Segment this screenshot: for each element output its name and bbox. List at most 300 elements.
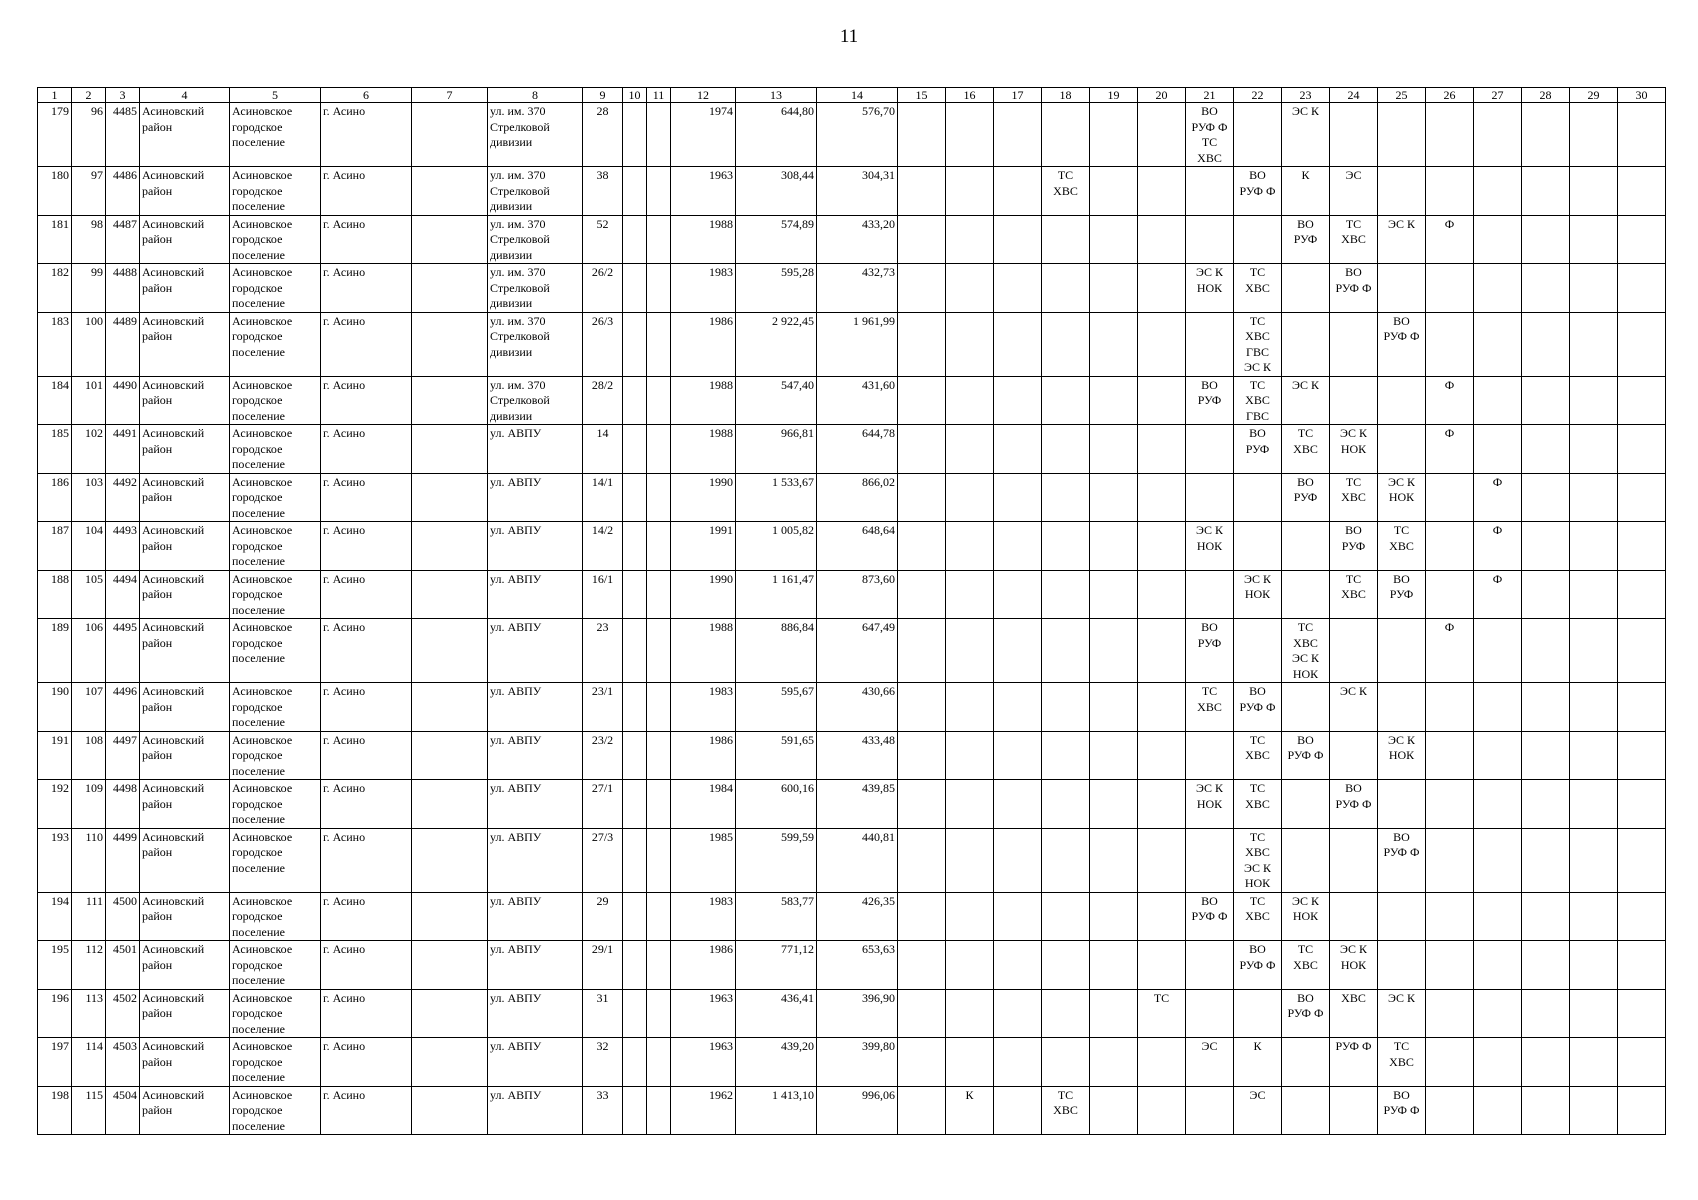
living-area-cell: 433,20 xyxy=(817,215,898,264)
empty-cell xyxy=(1090,376,1138,425)
empty-cell xyxy=(1426,473,1474,522)
house-number-cell: 33 xyxy=(583,1086,623,1135)
empty-cell xyxy=(946,828,994,892)
empty-cell xyxy=(1042,989,1090,1038)
empty-cell xyxy=(1138,425,1186,474)
district-cell: Асиновский район xyxy=(140,570,230,619)
living-area-cell: 431,60 xyxy=(817,376,898,425)
living-area-cell: 644,78 xyxy=(817,425,898,474)
empty-cell xyxy=(1570,570,1618,619)
work-cell-23: ТС ХВС xyxy=(1282,425,1330,474)
empty-cell xyxy=(647,780,671,829)
empty-cell xyxy=(898,731,946,780)
empty-cell xyxy=(1522,1086,1570,1135)
total-area-cell: 600,16 xyxy=(736,780,817,829)
row-index: 180 xyxy=(38,167,72,216)
settlement-cell: Асиновское городское поселение xyxy=(230,312,321,376)
empty-cell xyxy=(623,1038,647,1087)
column-number: 29 xyxy=(1570,88,1618,103)
empty-cell xyxy=(1282,312,1330,376)
street-cell: ул. им. 370 Стрелковой дивизии xyxy=(488,376,583,425)
empty-cell xyxy=(1138,780,1186,829)
column-number: 4 xyxy=(140,88,230,103)
empty-cell xyxy=(1282,780,1330,829)
table-row xyxy=(38,941,1666,990)
empty-cell xyxy=(1474,828,1522,892)
empty-cell xyxy=(412,683,488,732)
empty-cell xyxy=(946,167,994,216)
empty-cell xyxy=(1378,264,1426,313)
empty-cell xyxy=(623,215,647,264)
locality-cell: г. Асино xyxy=(321,780,412,829)
empty-cell xyxy=(1570,425,1618,474)
work-cell-22: ТС ХВС xyxy=(1234,264,1282,313)
house-number-cell: 14/1 xyxy=(583,473,623,522)
work-cell-22: ВО РУФ Ф xyxy=(1234,683,1282,732)
living-area-cell: 440,81 xyxy=(817,828,898,892)
settlement-cell: Асиновское городское поселение xyxy=(230,1038,321,1087)
column-number: 23 xyxy=(1282,88,1330,103)
empty-cell xyxy=(1138,941,1186,990)
empty-cell xyxy=(1426,264,1474,313)
work-cell-22: ЭС xyxy=(1234,1086,1282,1135)
column-number: 25 xyxy=(1378,88,1426,103)
empty-cell xyxy=(1522,425,1570,474)
empty-cell xyxy=(898,473,946,522)
empty-cell xyxy=(1618,892,1666,941)
street-cell: ул. им. 370 Стрелковой дивизии xyxy=(488,312,583,376)
house-id: 4486 xyxy=(106,167,140,216)
locality-cell: г. Асино xyxy=(321,828,412,892)
empty-cell xyxy=(994,892,1042,941)
work-cell-16: К xyxy=(946,1086,994,1135)
empty-cell xyxy=(1186,941,1234,990)
work-cell-27: Ф xyxy=(1474,570,1522,619)
empty-cell xyxy=(1522,683,1570,732)
work-cell-24: ЭС К НОК xyxy=(1330,425,1378,474)
work-cell-21: ВО РУФ Ф xyxy=(1186,892,1234,941)
district-cell: Асиновский район xyxy=(140,103,230,167)
settlement-cell: Асиновское городское поселение xyxy=(230,473,321,522)
empty-cell xyxy=(1138,376,1186,425)
district-cell: Асиновский район xyxy=(140,425,230,474)
total-area-cell: 1 161,47 xyxy=(736,570,817,619)
row-subindex: 113 xyxy=(72,989,106,1038)
work-cell-25: ЭС К НОК xyxy=(1378,473,1426,522)
empty-cell xyxy=(1618,215,1666,264)
house-id: 4501 xyxy=(106,941,140,990)
empty-cell xyxy=(1090,780,1138,829)
settlement-cell: Асиновское городское поселение xyxy=(230,892,321,941)
column-number: 3 xyxy=(106,88,140,103)
locality-cell: г. Асино xyxy=(321,683,412,732)
house-number-cell: 29 xyxy=(583,892,623,941)
house-id: 4496 xyxy=(106,683,140,732)
locality-cell: г. Асино xyxy=(321,989,412,1038)
table-row xyxy=(38,780,1666,829)
street-cell: ул. АВПУ xyxy=(488,570,583,619)
work-cell-20: ТС xyxy=(1138,989,1186,1038)
table-row xyxy=(38,264,1666,313)
table-row xyxy=(38,103,1666,167)
row-subindex: 115 xyxy=(72,1086,106,1135)
empty-cell xyxy=(1186,425,1234,474)
empty-cell xyxy=(994,731,1042,780)
work-cell-24: ЭС xyxy=(1330,167,1378,216)
house-id: 4490 xyxy=(106,376,140,425)
empty-cell xyxy=(1138,570,1186,619)
year-cell: 1988 xyxy=(671,376,736,425)
empty-cell xyxy=(647,473,671,522)
year-cell: 1963 xyxy=(671,1038,736,1087)
living-area-cell: 399,80 xyxy=(817,1038,898,1087)
row-index: 184 xyxy=(38,376,72,425)
empty-cell xyxy=(647,683,671,732)
house-id: 4493 xyxy=(106,522,140,571)
year-cell: 1986 xyxy=(671,941,736,990)
empty-cell xyxy=(1378,683,1426,732)
empty-cell xyxy=(1282,570,1330,619)
work-cell-24: ТС ХВС xyxy=(1330,570,1378,619)
empty-cell xyxy=(1090,522,1138,571)
empty-cell xyxy=(994,167,1042,216)
column-number: 20 xyxy=(1138,88,1186,103)
column-number: 11 xyxy=(647,88,671,103)
row-subindex: 99 xyxy=(72,264,106,313)
house-id: 4498 xyxy=(106,780,140,829)
empty-cell xyxy=(1330,376,1378,425)
house-id: 4485 xyxy=(106,103,140,167)
empty-cell xyxy=(412,731,488,780)
total-area-cell: 591,65 xyxy=(736,731,817,780)
empty-cell xyxy=(1522,1038,1570,1087)
street-cell: ул. АВПУ xyxy=(488,473,583,522)
work-cell-24: ТС ХВС xyxy=(1330,215,1378,264)
empty-cell xyxy=(1378,619,1426,683)
empty-cell xyxy=(1618,780,1666,829)
empty-cell xyxy=(994,683,1042,732)
empty-cell xyxy=(1378,425,1426,474)
empty-cell xyxy=(1570,167,1618,216)
empty-cell xyxy=(1330,1086,1378,1135)
empty-cell xyxy=(412,828,488,892)
empty-cell xyxy=(1090,167,1138,216)
house-id: 4502 xyxy=(106,989,140,1038)
empty-cell xyxy=(994,215,1042,264)
empty-cell xyxy=(946,522,994,571)
row-subindex: 105 xyxy=(72,570,106,619)
table-row xyxy=(38,892,1666,941)
year-cell: 1983 xyxy=(671,683,736,732)
work-cell-25: ТС ХВС xyxy=(1378,522,1426,571)
empty-cell xyxy=(647,103,671,167)
empty-cell xyxy=(647,619,671,683)
work-cell-23: ЭС К xyxy=(1282,103,1330,167)
district-cell: Асиновский район xyxy=(140,376,230,425)
column-number: 22 xyxy=(1234,88,1282,103)
table-row xyxy=(38,828,1666,892)
empty-cell xyxy=(623,376,647,425)
empty-cell xyxy=(1282,264,1330,313)
empty-cell xyxy=(1042,312,1090,376)
empty-cell xyxy=(1570,1038,1618,1087)
empty-cell xyxy=(1426,892,1474,941)
empty-cell xyxy=(1570,376,1618,425)
empty-cell xyxy=(1570,1086,1618,1135)
empty-cell xyxy=(898,264,946,313)
empty-cell xyxy=(1570,892,1618,941)
empty-cell xyxy=(1330,828,1378,892)
locality-cell: г. Асино xyxy=(321,376,412,425)
work-cell-22: ТС ХВС ГВС ЭС К xyxy=(1234,312,1282,376)
column-number: 10 xyxy=(623,88,647,103)
empty-cell xyxy=(623,892,647,941)
work-cell-25: ЭС К НОК xyxy=(1378,731,1426,780)
row-index: 185 xyxy=(38,425,72,474)
empty-cell xyxy=(946,731,994,780)
row-subindex: 98 xyxy=(72,215,106,264)
empty-cell xyxy=(994,941,1042,990)
house-number-cell: 26/3 xyxy=(583,312,623,376)
empty-cell xyxy=(412,473,488,522)
empty-cell xyxy=(412,312,488,376)
house-number-cell: 27/3 xyxy=(583,828,623,892)
district-cell: Асиновский район xyxy=(140,619,230,683)
empty-cell xyxy=(1570,683,1618,732)
district-cell: Асиновский район xyxy=(140,892,230,941)
settlement-cell: Асиновское городское поселение xyxy=(230,215,321,264)
empty-cell xyxy=(1522,167,1570,216)
empty-cell xyxy=(412,780,488,829)
district-cell: Асиновский район xyxy=(140,1086,230,1135)
work-cell-26: Ф xyxy=(1426,376,1474,425)
housing-register-table xyxy=(37,87,1666,1135)
total-area-cell: 1 533,67 xyxy=(736,473,817,522)
street-cell: ул. АВПУ xyxy=(488,683,583,732)
house-id: 4497 xyxy=(106,731,140,780)
work-cell-21: ЭС К НОК xyxy=(1186,522,1234,571)
house-id: 4499 xyxy=(106,828,140,892)
row-index: 187 xyxy=(38,522,72,571)
empty-cell xyxy=(994,103,1042,167)
empty-cell xyxy=(946,312,994,376)
house-number-cell: 23/1 xyxy=(583,683,623,732)
empty-cell xyxy=(1138,1038,1186,1087)
empty-cell xyxy=(898,1038,946,1087)
row-index: 179 xyxy=(38,103,72,167)
work-cell-22: ТС ХВС xyxy=(1234,780,1282,829)
row-subindex: 104 xyxy=(72,522,106,571)
empty-cell xyxy=(1522,941,1570,990)
work-cell-24: ЭС К xyxy=(1330,683,1378,732)
total-area-cell: 308,44 xyxy=(736,167,817,216)
empty-cell xyxy=(1090,264,1138,313)
empty-cell xyxy=(1570,522,1618,571)
empty-cell xyxy=(946,1038,994,1087)
empty-cell xyxy=(1570,312,1618,376)
empty-cell xyxy=(1522,619,1570,683)
empty-cell xyxy=(1090,215,1138,264)
empty-cell xyxy=(1042,473,1090,522)
empty-cell xyxy=(623,731,647,780)
empty-cell xyxy=(994,989,1042,1038)
empty-cell xyxy=(1618,522,1666,571)
year-cell: 1963 xyxy=(671,989,736,1038)
row-index: 181 xyxy=(38,215,72,264)
work-cell-21: ЭС К НОК xyxy=(1186,264,1234,313)
work-cell-24: ЭС К НОК xyxy=(1330,941,1378,990)
work-cell-22: ВО РУФ Ф xyxy=(1234,167,1282,216)
work-cell-23: К xyxy=(1282,167,1330,216)
row-subindex: 111 xyxy=(72,892,106,941)
empty-cell xyxy=(623,780,647,829)
row-index: 183 xyxy=(38,312,72,376)
empty-cell xyxy=(647,215,671,264)
table-row xyxy=(38,473,1666,522)
table-row xyxy=(38,619,1666,683)
street-cell: ул. АВПУ xyxy=(488,522,583,571)
work-cell-25: ТС ХВС xyxy=(1378,1038,1426,1087)
row-subindex: 100 xyxy=(72,312,106,376)
empty-cell xyxy=(1522,522,1570,571)
empty-cell xyxy=(1042,376,1090,425)
empty-cell xyxy=(1426,731,1474,780)
house-id: 4494 xyxy=(106,570,140,619)
empty-cell xyxy=(1474,425,1522,474)
work-cell-25: ВО РУФ xyxy=(1378,570,1426,619)
empty-cell xyxy=(623,312,647,376)
row-subindex: 96 xyxy=(72,103,106,167)
empty-cell xyxy=(994,376,1042,425)
empty-cell xyxy=(412,167,488,216)
work-cell-18: ТС ХВС xyxy=(1042,1086,1090,1135)
house-number-cell: 14 xyxy=(583,425,623,474)
empty-cell xyxy=(1138,522,1186,571)
empty-cell xyxy=(412,522,488,571)
empty-cell xyxy=(1474,167,1522,216)
empty-cell xyxy=(1426,1038,1474,1087)
table-row xyxy=(38,570,1666,619)
empty-cell xyxy=(647,892,671,941)
column-number: 27 xyxy=(1474,88,1522,103)
living-area-cell: 996,06 xyxy=(817,1086,898,1135)
empty-cell xyxy=(647,1038,671,1087)
empty-cell xyxy=(1570,473,1618,522)
empty-cell xyxy=(1090,1038,1138,1087)
empty-cell xyxy=(1330,103,1378,167)
empty-cell xyxy=(1618,167,1666,216)
empty-cell xyxy=(898,425,946,474)
empty-cell xyxy=(946,473,994,522)
empty-cell xyxy=(994,1038,1042,1087)
living-area-cell: 873,60 xyxy=(817,570,898,619)
empty-cell xyxy=(1618,731,1666,780)
empty-cell xyxy=(412,264,488,313)
column-number: 18 xyxy=(1042,88,1090,103)
empty-cell xyxy=(1474,312,1522,376)
empty-cell xyxy=(1234,473,1282,522)
column-number: 19 xyxy=(1090,88,1138,103)
empty-cell xyxy=(1090,473,1138,522)
empty-cell xyxy=(412,989,488,1038)
living-area-cell: 576,70 xyxy=(817,103,898,167)
empty-cell xyxy=(898,892,946,941)
empty-cell xyxy=(1570,989,1618,1038)
empty-cell xyxy=(647,425,671,474)
empty-cell xyxy=(1618,1038,1666,1087)
empty-cell xyxy=(1618,264,1666,313)
empty-cell xyxy=(946,264,994,313)
locality-cell: г. Асино xyxy=(321,731,412,780)
empty-cell xyxy=(1186,473,1234,522)
row-index: 190 xyxy=(38,683,72,732)
district-cell: Асиновский район xyxy=(140,683,230,732)
empty-cell xyxy=(1330,892,1378,941)
living-area-cell: 432,73 xyxy=(817,264,898,313)
empty-cell xyxy=(1186,731,1234,780)
empty-cell xyxy=(898,103,946,167)
empty-cell xyxy=(647,828,671,892)
empty-cell xyxy=(1138,215,1186,264)
living-area-cell: 648,64 xyxy=(817,522,898,571)
empty-cell xyxy=(994,425,1042,474)
total-area-cell: 574,89 xyxy=(736,215,817,264)
house-id: 4500 xyxy=(106,892,140,941)
empty-cell xyxy=(1474,892,1522,941)
work-cell-22: ТС ХВС ГВС xyxy=(1234,376,1282,425)
total-area-cell: 599,59 xyxy=(736,828,817,892)
row-subindex: 101 xyxy=(72,376,106,425)
empty-cell xyxy=(1042,1038,1090,1087)
settlement-cell: Асиновское городское поселение xyxy=(230,619,321,683)
work-cell-21: ВО РУФ xyxy=(1186,619,1234,683)
empty-cell xyxy=(1186,989,1234,1038)
empty-cell xyxy=(946,780,994,829)
table-row xyxy=(38,376,1666,425)
empty-cell xyxy=(1426,1086,1474,1135)
work-cell-21: ТС ХВС xyxy=(1186,683,1234,732)
empty-cell xyxy=(1330,731,1378,780)
empty-cell xyxy=(994,828,1042,892)
table-row xyxy=(38,731,1666,780)
street-cell: ул. АВПУ xyxy=(488,780,583,829)
column-number: 28 xyxy=(1522,88,1570,103)
year-cell: 1984 xyxy=(671,780,736,829)
empty-cell xyxy=(946,425,994,474)
empty-cell xyxy=(1618,103,1666,167)
empty-cell xyxy=(412,892,488,941)
locality-cell: г. Асино xyxy=(321,264,412,313)
locality-cell: г. Асино xyxy=(321,1086,412,1135)
empty-cell xyxy=(412,103,488,167)
row-index: 198 xyxy=(38,1086,72,1135)
empty-cell xyxy=(1042,619,1090,683)
empty-cell xyxy=(623,989,647,1038)
row-subindex: 102 xyxy=(72,425,106,474)
settlement-cell: Асиновское городское поселение xyxy=(230,683,321,732)
house-number-cell: 38 xyxy=(583,167,623,216)
empty-cell xyxy=(1282,683,1330,732)
empty-cell xyxy=(1426,167,1474,216)
empty-cell xyxy=(647,312,671,376)
house-id: 4491 xyxy=(106,425,140,474)
empty-cell xyxy=(1426,941,1474,990)
empty-cell xyxy=(1042,780,1090,829)
empty-cell xyxy=(1522,989,1570,1038)
empty-cell xyxy=(1378,892,1426,941)
empty-cell xyxy=(994,264,1042,313)
empty-cell xyxy=(1186,215,1234,264)
